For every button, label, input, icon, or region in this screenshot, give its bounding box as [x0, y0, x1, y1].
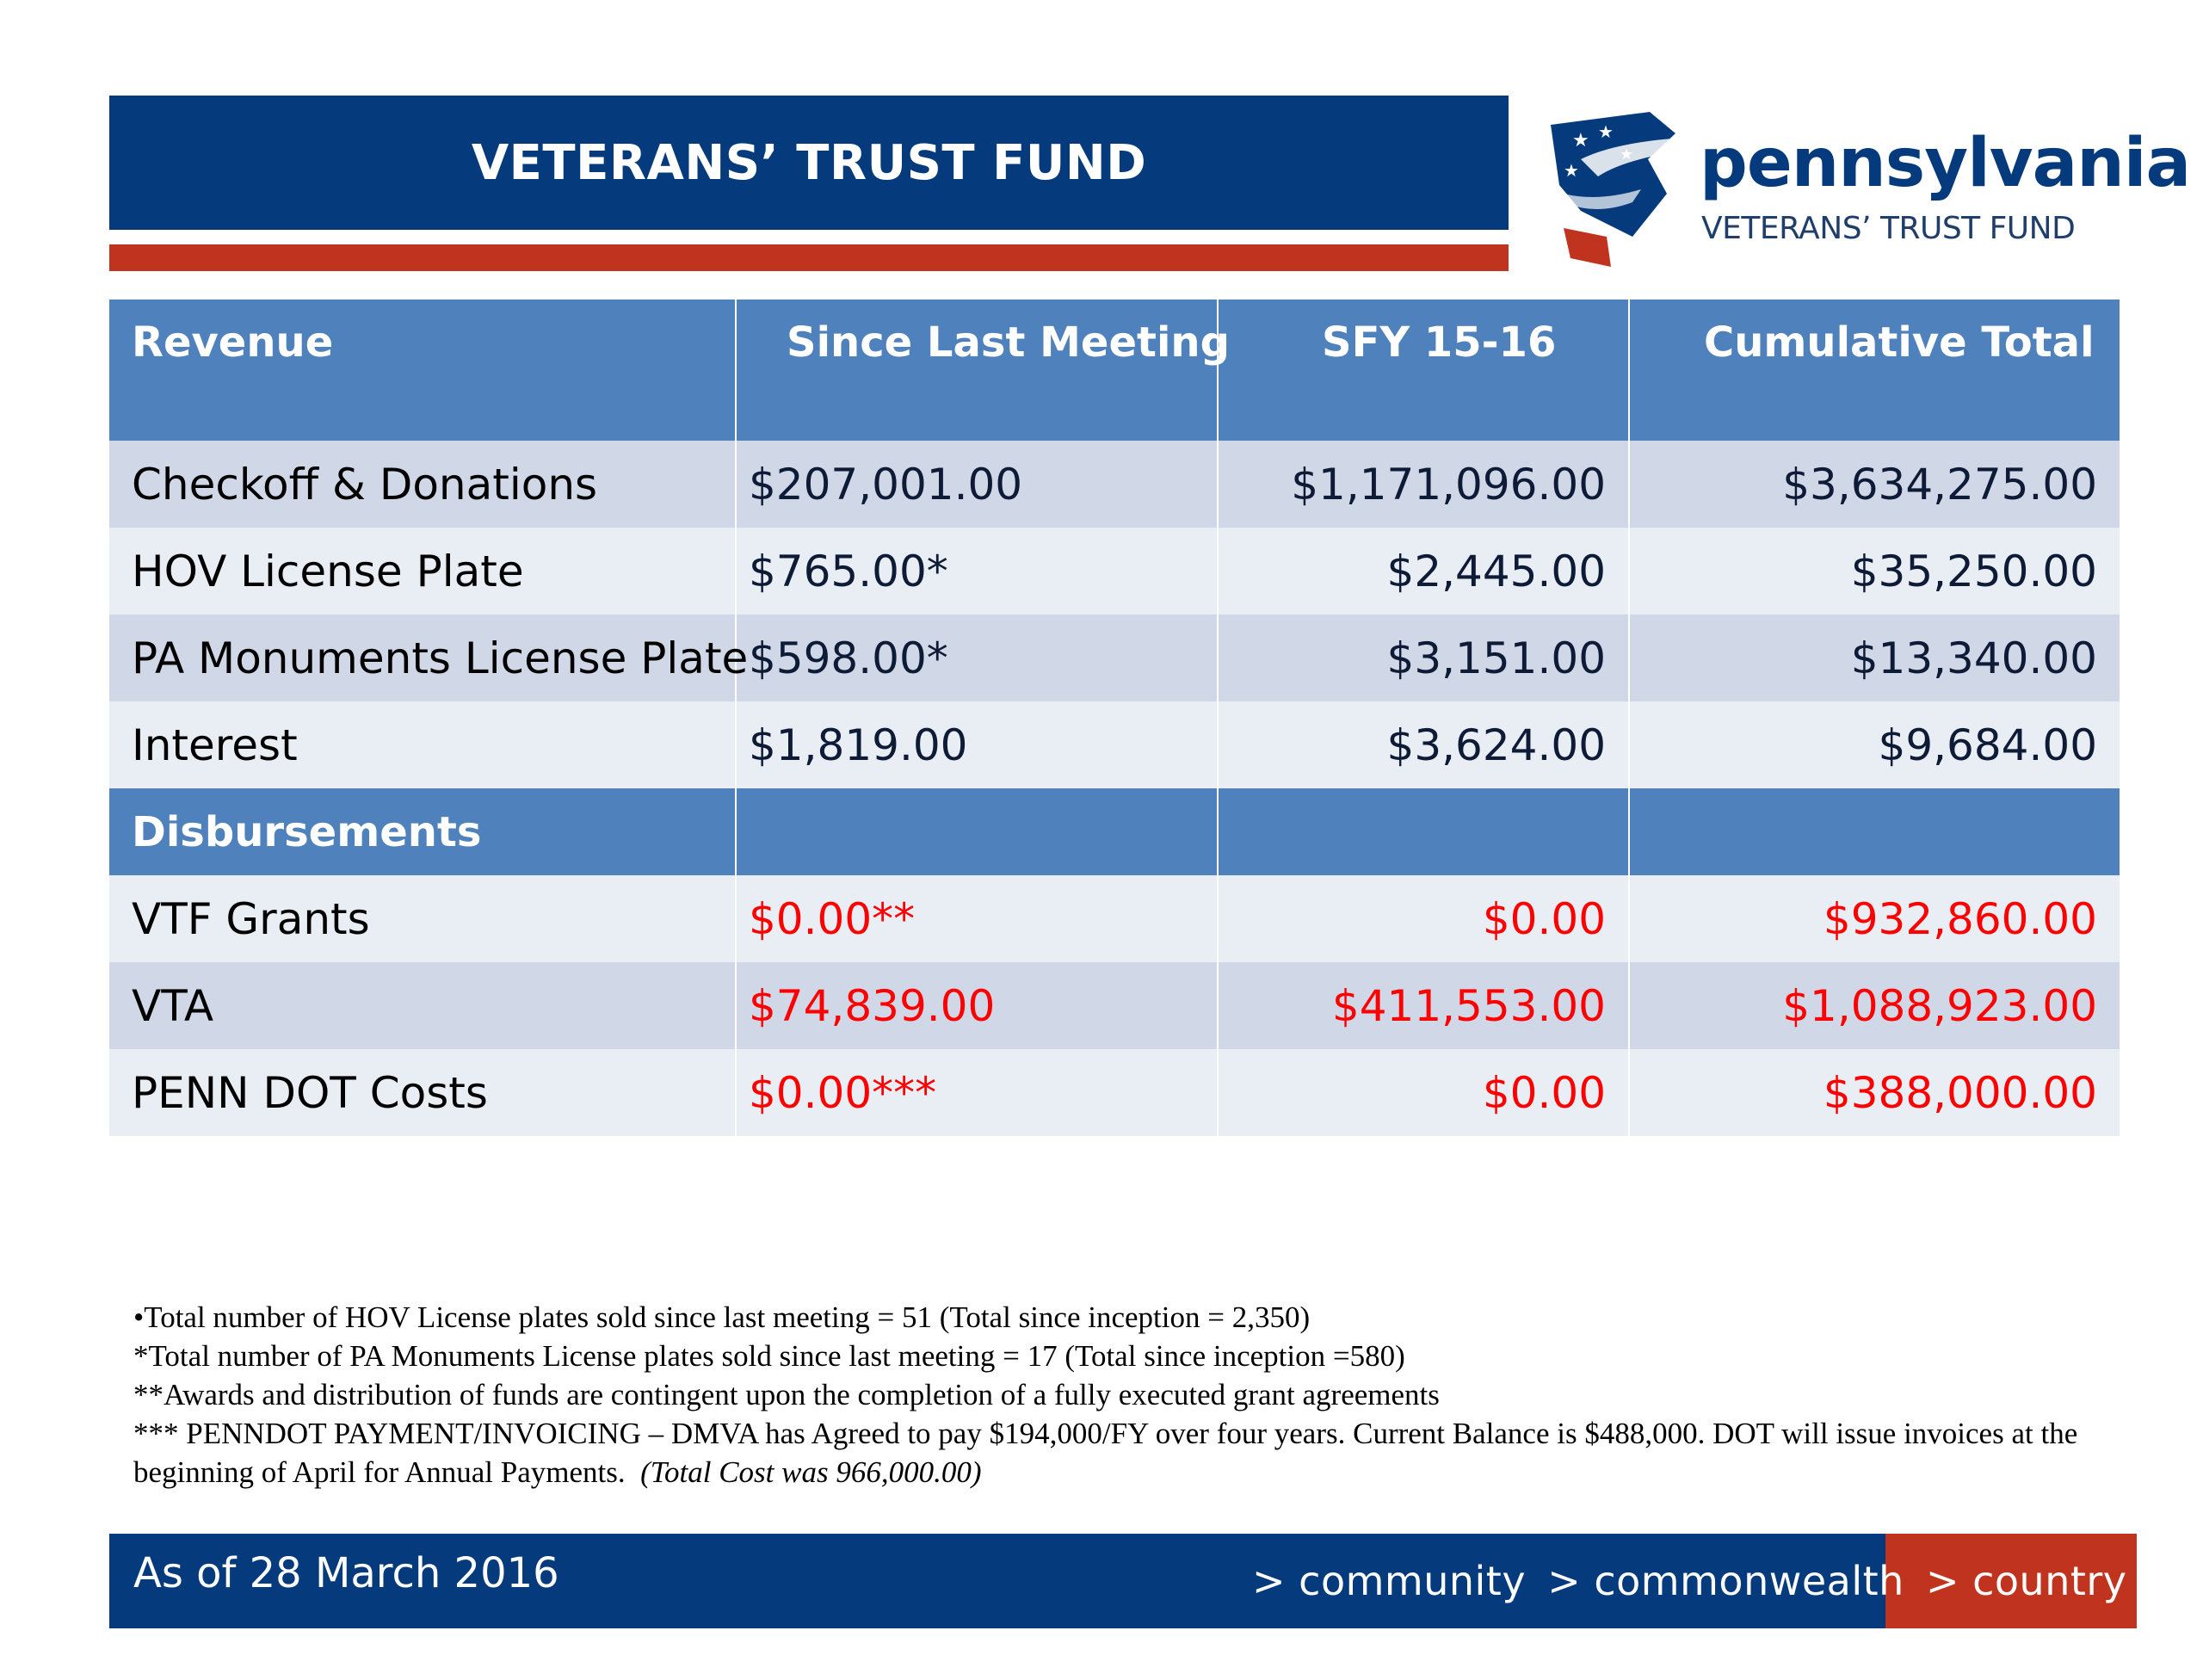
svg-text:★: ★ — [1572, 130, 1589, 151]
since-last-value: $207,001.00 — [736, 441, 1218, 528]
cumulative-value: $1,088,923.00 — [1629, 962, 2120, 1049]
tagline-commonwealth: > commonwealth — [1547, 1558, 1904, 1604]
tagline-country: > country — [1925, 1558, 2127, 1604]
footnote-penndot-text: *** PENNDOT PAYMENT/INVOICING – DMVA has Agreed to pay $194,000/FY over four years. Current Balance is $488,000. DOT will issue invoices at the beginning of April for Annual Payments. — [133, 1417, 2078, 1489]
footnote-total-cost: (Total Cost was 966,000.00) — [640, 1455, 982, 1489]
row-label: HOV License Plate — [132, 546, 524, 596]
empty-cell — [1218, 788, 1629, 875]
row-label: Interest — [132, 720, 298, 770]
header-revenue: Revenue — [132, 318, 334, 367]
disbursements-label: Disbursements — [132, 807, 482, 856]
cumulative-value: $13,340.00 — [1629, 615, 2120, 701]
row-label: VTA — [132, 980, 214, 1031]
footnote-penndot — [133, 1414, 2095, 1492]
footnote-hov: •Total number of HOV License plates sold since last meeting = 51 (Total since inception = 2,350) — [133, 1300, 1311, 1334]
since-last-value: $0.00*** — [736, 1049, 1218, 1136]
sfy-value: $3,624.00 — [1218, 701, 1629, 788]
sfy-value: $0.00 — [1218, 1049, 1629, 1136]
title-accent-bar — [109, 244, 1509, 271]
header-cumulative-total: Cumulative Total — [1629, 300, 2120, 441]
sfy-value: $411,553.00 — [1218, 962, 1629, 1049]
footnote-monuments: *Total number of PA Monuments License plates sold since last meeting = 17 (Total since inception =580) — [133, 1339, 1405, 1373]
since-last-value: $74,839.00 — [736, 962, 1218, 1049]
row-label: PA Monuments License Plate — [132, 633, 749, 683]
cumulative-value: $3,634,275.00 — [1629, 441, 2120, 528]
empty-cell — [1629, 788, 2120, 875]
keystone-flag-icon — [1546, 108, 1693, 267]
since-last-value: $765.00* — [736, 528, 1218, 615]
table-row — [109, 615, 2120, 701]
fund-table — [109, 300, 2120, 1136]
sfy-value: $1,171,096.00 — [1218, 441, 1629, 528]
tagline-community: > community — [1252, 1558, 1527, 1604]
table-row — [109, 962, 2120, 1049]
table-row — [109, 701, 2120, 788]
logo-wordmark: pennsylvania — [1700, 125, 2191, 202]
since-last-value: $0.00** — [736, 875, 1218, 962]
cumulative-value: $932,860.00 — [1629, 875, 2120, 962]
cumulative-value: $35,250.00 — [1629, 528, 2120, 615]
since-last-value: $598.00* — [736, 615, 1218, 701]
svg-text:★: ★ — [1620, 145, 1634, 164]
page-title: VETERANS’ TRUST FUND — [471, 134, 1147, 191]
cumulative-value: $9,684.00 — [1629, 701, 2120, 788]
footer-date: As of 28 March 2016 — [133, 1549, 559, 1597]
row-label: PENN DOT Costs — [132, 1067, 488, 1118]
cumulative-value: $388,000.00 — [1629, 1049, 2120, 1136]
logo-subtitle: VETERANS’ TRUST FUND — [1701, 211, 2076, 246]
table-row — [109, 441, 2120, 528]
footnote-awards: **Awards and distribution of funds are contingent upon the completion of a fully executed grant agreements — [133, 1378, 1440, 1411]
sfy-value: $2,445.00 — [1218, 528, 1629, 615]
footer-tagline — [1252, 1558, 2136, 1604]
table-row — [109, 528, 2120, 615]
title-banner — [109, 96, 1509, 230]
pa-vtf-logo — [1546, 108, 2191, 271]
footnotes — [133, 1298, 2095, 1492]
table-header-row — [109, 300, 2120, 441]
header-since-last-meeting: Since Last Meeting — [736, 300, 1218, 441]
sfy-value: $3,151.00 — [1218, 615, 1629, 701]
svg-text:★: ★ — [1564, 160, 1579, 181]
since-last-value: $1,819.00 — [736, 701, 1218, 788]
sfy-value: $0.00 — [1218, 875, 1629, 962]
disbursements-header-row — [109, 788, 2120, 875]
row-label: VTF Grants — [132, 893, 370, 944]
table-row — [109, 875, 2120, 962]
header-sfy: SFY 15-16 — [1218, 300, 1629, 441]
row-label: Checkoff & Donations — [132, 459, 598, 510]
table-row — [109, 1049, 2120, 1136]
svg-text:★: ★ — [1598, 121, 1614, 142]
empty-cell — [736, 788, 1218, 875]
footer-bar — [109, 1534, 2137, 1628]
